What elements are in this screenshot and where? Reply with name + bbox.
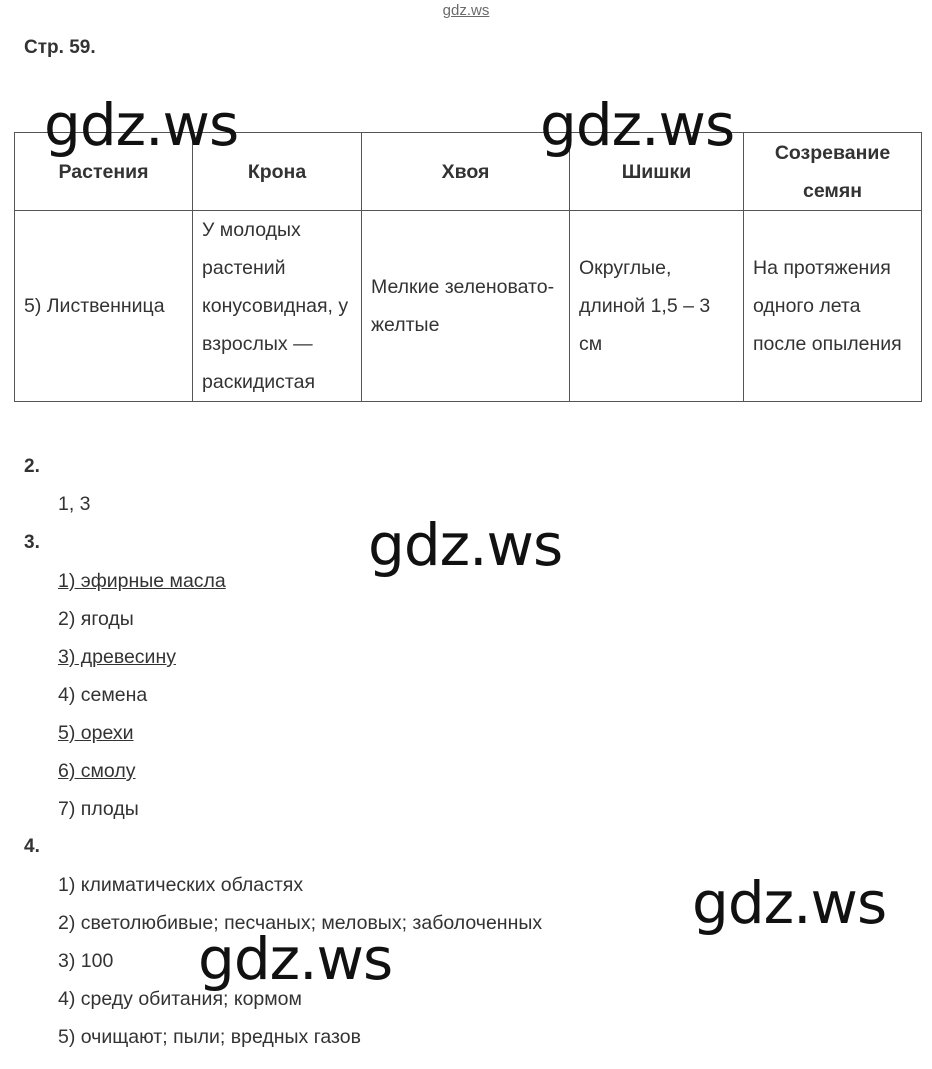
task-3-item-7: 7) плоды bbox=[58, 798, 139, 820]
watermark: gdz.ws bbox=[44, 91, 239, 159]
task-2-answer: 1, 3 bbox=[58, 493, 91, 515]
task-3-item-4: 4) семена bbox=[58, 684, 148, 706]
task-4-item-3: 3) 100 bbox=[58, 950, 114, 972]
answer-table bbox=[14, 132, 922, 402]
watermark: gdz.ws bbox=[198, 925, 393, 993]
watermark: gdz.ws bbox=[540, 91, 735, 159]
task-4-item-4: 4) среду обитания; кормом bbox=[58, 988, 302, 1010]
header-seed-ripening: Созревание семян bbox=[744, 133, 922, 211]
cell-seed-ripening: На протяжения одного лета после опыления bbox=[744, 211, 922, 402]
cell-crown: У молодых растений конусовидная, у взрослых — раскидистая bbox=[193, 211, 362, 402]
task-3-item-5: 5) орехи bbox=[58, 722, 134, 744]
cell-cones: Округлые, длиной 1,5 – 3 см bbox=[570, 211, 744, 402]
table-row bbox=[15, 211, 922, 402]
task-3-item-2: 2) ягоды bbox=[58, 608, 134, 630]
page-title: Стр. 59. bbox=[24, 37, 96, 58]
task-3-item-6: 6) смолу bbox=[58, 760, 136, 782]
task-4-number: 4. bbox=[24, 836, 40, 857]
top-watermark: gdz.ws bbox=[442, 2, 490, 19]
task-3-item-1: 1) эфирные масла bbox=[58, 570, 226, 592]
watermark: gdz.ws bbox=[368, 511, 563, 579]
task-2-number: 2. bbox=[24, 456, 40, 477]
cell-plant: 5) Лиственница bbox=[15, 211, 193, 402]
header-needles: Хвоя bbox=[362, 133, 570, 211]
task-4-item-1: 1) климатических областях bbox=[58, 874, 304, 896]
cell-needles: Мелкие зеленовато-желтые bbox=[362, 211, 570, 402]
task-4-item-5: 5) очищают; пыли; вредных газов bbox=[58, 1026, 361, 1048]
task-3-item-3: 3) древесину bbox=[58, 646, 176, 668]
header-cones: Шишки bbox=[570, 133, 744, 211]
task-4-item-2: 2) светолюбивые; песчаных; меловых; заболоченных bbox=[58, 912, 543, 934]
task-3-number: 3. bbox=[24, 532, 40, 553]
header-crown: Крона bbox=[193, 133, 362, 211]
watermark: gdz.ws bbox=[692, 869, 887, 937]
header-plants: Растения bbox=[15, 133, 193, 211]
